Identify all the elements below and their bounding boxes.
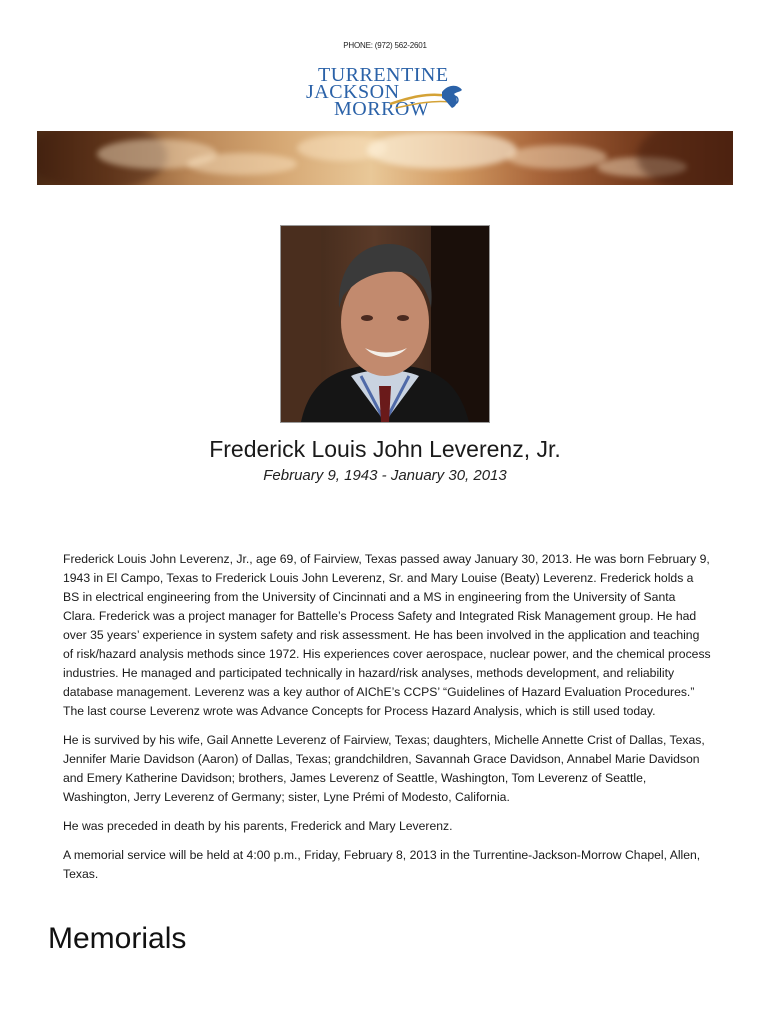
funeral-home-logo[interactable]	[300, 64, 470, 124]
phone-number: PHONE: (972) 562-2601	[343, 41, 427, 50]
dove-icon	[388, 78, 468, 118]
life-dates: February 9, 1943 - January 30, 2013	[263, 467, 507, 484]
logo-line-2: JACKSON	[306, 81, 400, 103]
obituary-paragraph: He is survived by his wife, Gail Annette Leverenz of Fairview, Texas; daughters, Michelle Annette Crist of Dallas, Texas, Jennifer Marie Davidson (Aaron) of Dallas, Texas; grandchildren, Savannah Grace Davidson, Annabel Marie Davidson and Emery Katherine Davidson; brothers, James Leverenz of Seattle, Washington, Tom Leverenz of Seattle, Washington, Jerry Leverenz of Germany; sister, Lyne Prémi of Modesto, California.	[63, 733, 705, 804]
logo-line-1: TURRENTINE	[318, 64, 449, 86]
obituary-paragraph: Frederick Louis John Leverenz, Jr., age 69, of Fairview, Texas passed away January 30, 2013. He was born February 9, 1943 in El Campo, Texas to Frederick Louis John Leverenz, Sr. and Mary Louise (Beaty) Leverenz. Frederick holds a BS in electrical engineering from the University of Cincinnati and a MS in engineering from the University of Santa Clara. Frederick was a project manager for Battelle’s Process Safety and Integrated Risk Management group. He had over 35 years’ experience in system safety and risk assessment. He has been involved in the application and teaching of risk/hazard analysis methods since 1972. His experiences cover aerospace, nuclear power, and the chemical process industries. He managed and participated technically in hazard/risk analyses, methods development, and reliability database management. Leverenz was a key author of AIChE’s CCPS’ “Guidelines of Hazard Evaluation Procedures.” The last course Leverenz wrote was Advance Concepts for Process Hazard Analysis, which is still used today.	[63, 552, 711, 718]
obituary-body	[63, 550, 711, 894]
obituary-paragraph: He was preceded in death by his parents, Frederick and Mary Leverenz.	[63, 819, 453, 833]
sunset-banner	[37, 131, 733, 185]
portrait-photo	[280, 225, 490, 423]
memorials-heading: Memorials	[48, 922, 187, 955]
decedent-name: Frederick Louis John Leverenz, Jr.	[209, 436, 561, 462]
logo-line-3: MORROW	[334, 98, 430, 120]
obituary-paragraph: A memorial service will be held at 4:00 p.m., Friday, February 8, 2013 in the Turrentine-Jackson-Morrow Chapel, Allen, Texas.	[63, 848, 701, 881]
